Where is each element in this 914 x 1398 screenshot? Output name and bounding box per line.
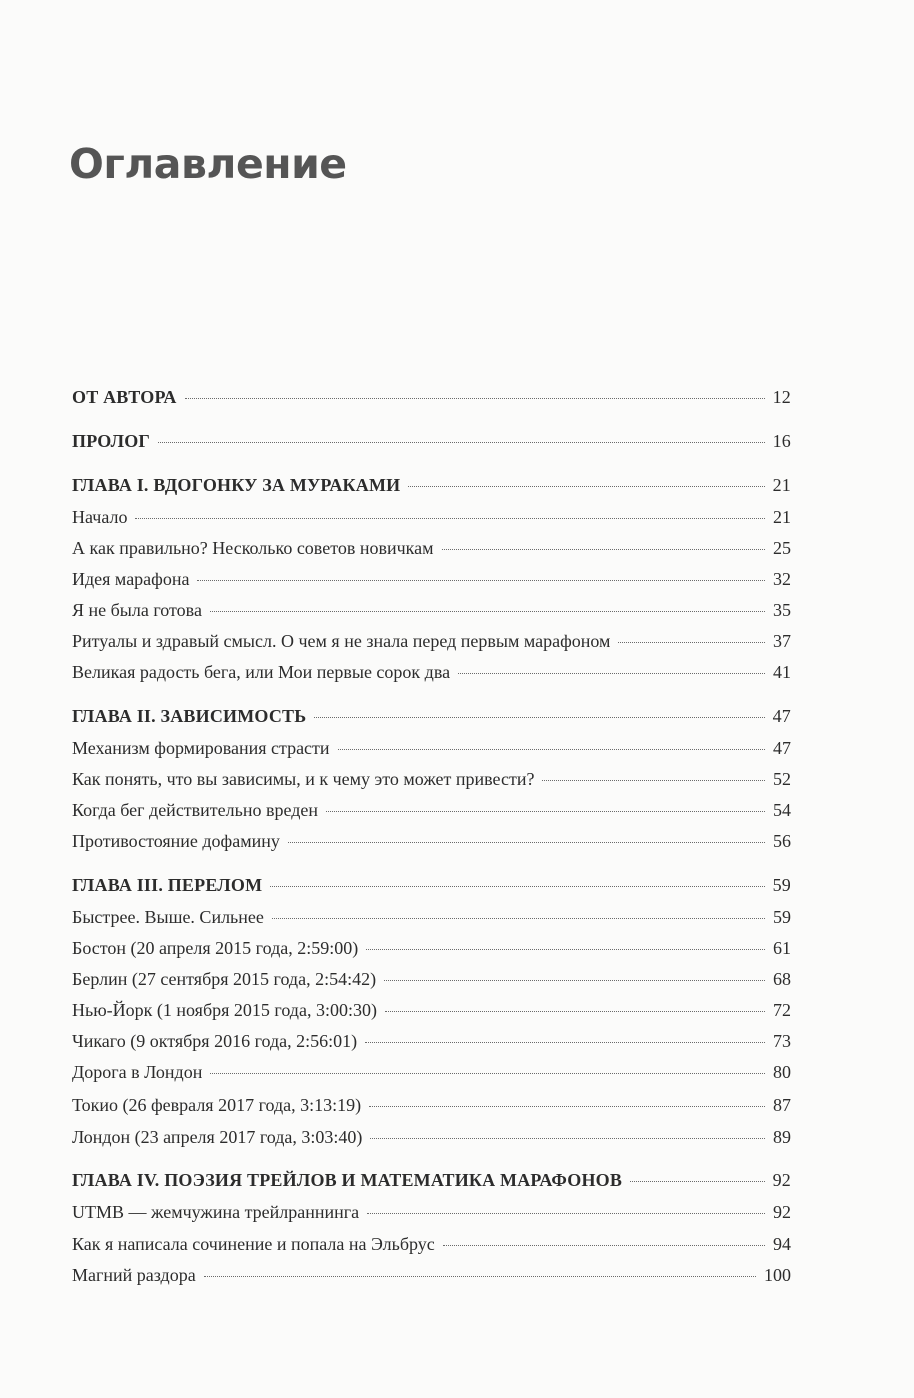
toc-entry-title: Идея марафона: [72, 569, 190, 589]
toc-entry-page: 92: [772, 1170, 791, 1190]
toc-entry-title: Начало: [72, 507, 128, 527]
toc-entry: [72, 1060, 791, 1084]
toc-entry-title: Механизм формирования страсти: [72, 738, 330, 758]
toc-entry-title: Когда бег действительно вреден: [72, 800, 319, 820]
toc-entry-title: ОТ АВТОРА: [72, 387, 177, 407]
dot-leader: [458, 673, 765, 674]
table-of-contents: [72, 0, 791, 1398]
toc-entry: [72, 1263, 791, 1287]
toc-entry-page: 72: [773, 1000, 791, 1020]
page-title: Оглавление: [69, 140, 347, 188]
toc-entry-title: Бостон (20 апреля 2015 года, 2:59:00): [72, 938, 359, 958]
toc-entry-page: 92: [773, 1202, 791, 1222]
toc-entry: [72, 629, 791, 653]
toc-entry: [72, 1125, 791, 1149]
toc-entry-title: ПРОЛОГ: [72, 431, 151, 451]
toc-entry-page: 21: [772, 475, 791, 495]
toc-entry-title: ГЛАВА I. ВДОГОНКУ ЗА МУРАКАМИ: [72, 475, 401, 495]
toc-entry-page: 94: [773, 1234, 791, 1254]
toc-entry-title: Нью-Йорк (1 ноября 2015 года, 3:00:30): [72, 1000, 377, 1020]
toc-entry-title: ГЛАВА IV. ПОЭЗИЯ ТРЕЙЛОВ И МАТЕМАТИКА МАРАФОНОВ: [72, 1170, 623, 1190]
dot-leader: [408, 486, 764, 487]
toc-entry-page: 37: [773, 631, 791, 651]
dot-leader: [370, 1138, 765, 1139]
dot-leader: [384, 980, 765, 981]
dot-leader: [288, 842, 765, 843]
dot-leader: [442, 549, 766, 550]
toc-entry: [72, 936, 791, 960]
dot-leader: [630, 1181, 765, 1182]
toc-entry: [72, 736, 791, 760]
toc-entry: [72, 829, 791, 853]
dot-leader: [210, 1073, 765, 1074]
dot-leader: [272, 918, 765, 919]
toc-entry-title: Магний раздора: [72, 1265, 196, 1285]
dot-leader: [185, 398, 765, 399]
toc-entry: [72, 598, 791, 622]
toc-entry-page: 52: [773, 769, 791, 789]
toc-entry: [72, 704, 791, 728]
toc-entry-title: Дорога в Лондон: [72, 1062, 203, 1082]
dot-leader: [618, 642, 765, 643]
toc-entry-page: 12: [772, 387, 791, 407]
dot-leader: [365, 1042, 765, 1043]
toc-entry-title: Я не была готова: [72, 600, 202, 620]
toc-entry-title: Лондон (23 апреля 2017 года, 3:03:40): [72, 1127, 363, 1147]
dot-leader: [367, 1213, 765, 1214]
toc-entry-page: 16: [772, 431, 791, 451]
toc-entry-title: Великая радость бега, или Мои первые сорок два: [72, 662, 451, 682]
toc-entry-title: Как понять, что вы зависимы, и к чему это может привести?: [72, 769, 535, 789]
toc-entry-page: 68: [773, 969, 791, 989]
toc-entry-page: 61: [773, 938, 791, 958]
toc-entry-title: Берлин (27 сентября 2015 года, 2:54:42): [72, 969, 377, 989]
toc-entry: [72, 967, 791, 991]
toc-entry: [72, 660, 791, 684]
dot-leader: [210, 611, 765, 612]
dot-leader: [204, 1276, 756, 1277]
toc-entry-page: 56: [773, 831, 791, 851]
dot-leader: [158, 442, 765, 443]
toc-entry-title: Как я написала сочинение и попала на Эльбрус: [72, 1234, 435, 1254]
dot-leader: [314, 717, 764, 718]
toc-entry: [72, 429, 791, 453]
toc-entry-page: 35: [773, 600, 791, 620]
toc-entry: [72, 505, 791, 529]
toc-entry-title: Ритуалы и здравый смысл. О чем я не знала перед первым марафоном: [72, 631, 611, 651]
toc-entry-page: 89: [773, 1127, 791, 1147]
dot-leader: [197, 580, 765, 581]
toc-entry: [72, 385, 791, 409]
toc-entry-page: 80: [773, 1062, 791, 1082]
toc-entry-page: 54: [773, 800, 791, 820]
toc-entry-page: 59: [773, 907, 791, 927]
dot-leader: [542, 780, 765, 781]
toc-entry-title: Противостояние дофамину: [72, 831, 280, 851]
toc-entry-title: UTMB — жемчужина трейлраннинга: [72, 1202, 360, 1222]
toc-entry: [72, 998, 791, 1022]
toc-entry: [72, 1232, 791, 1256]
toc-entry: [72, 767, 791, 791]
toc-entry-page: 100: [764, 1265, 791, 1285]
toc-entry-title: Чикаго (9 октября 2016 года, 2:56:01): [72, 1031, 358, 1051]
toc-entry-page: 32: [773, 569, 791, 589]
toc-entry-page: 87: [773, 1095, 791, 1115]
toc-entry-page: 59: [772, 875, 791, 895]
toc-entry: [72, 536, 791, 560]
toc-entry: [72, 1029, 791, 1053]
toc-entry-title: Токио (26 февраля 2017 года, 3:13:19): [72, 1095, 362, 1115]
toc-entry: [72, 905, 791, 929]
toc-entry-page: 73: [773, 1031, 791, 1051]
toc-entry-title: Быстрее. Выше. Сильнее: [72, 907, 264, 927]
toc-entry: [72, 1093, 791, 1117]
dot-leader: [270, 886, 764, 887]
toc-entry: [72, 473, 791, 497]
toc-entry: [72, 798, 791, 822]
dot-leader: [326, 811, 765, 812]
dot-leader: [338, 749, 765, 750]
dot-leader: [135, 518, 765, 519]
toc-entry-page: 47: [773, 738, 791, 758]
dot-leader: [443, 1245, 765, 1246]
toc-entry: [72, 873, 791, 897]
toc-entry-page: 21: [773, 507, 791, 527]
toc-entry-title: А как правильно? Несколько советов новичкам: [72, 538, 434, 558]
toc-entry: [72, 1200, 791, 1224]
toc-entry-page: 47: [772, 706, 791, 726]
toc-entry: [72, 1168, 791, 1192]
toc-entry-page: 41: [773, 662, 791, 682]
dot-leader: [385, 1011, 765, 1012]
toc-entry-title: ГЛАВА III. ПЕРЕЛОМ: [72, 875, 263, 895]
toc-entry: [72, 567, 791, 591]
dot-leader: [366, 949, 765, 950]
toc-entry-page: 25: [773, 538, 791, 558]
toc-entry-title: ГЛАВА II. ЗАВИСИМОСТЬ: [72, 706, 307, 726]
dot-leader: [369, 1106, 765, 1107]
